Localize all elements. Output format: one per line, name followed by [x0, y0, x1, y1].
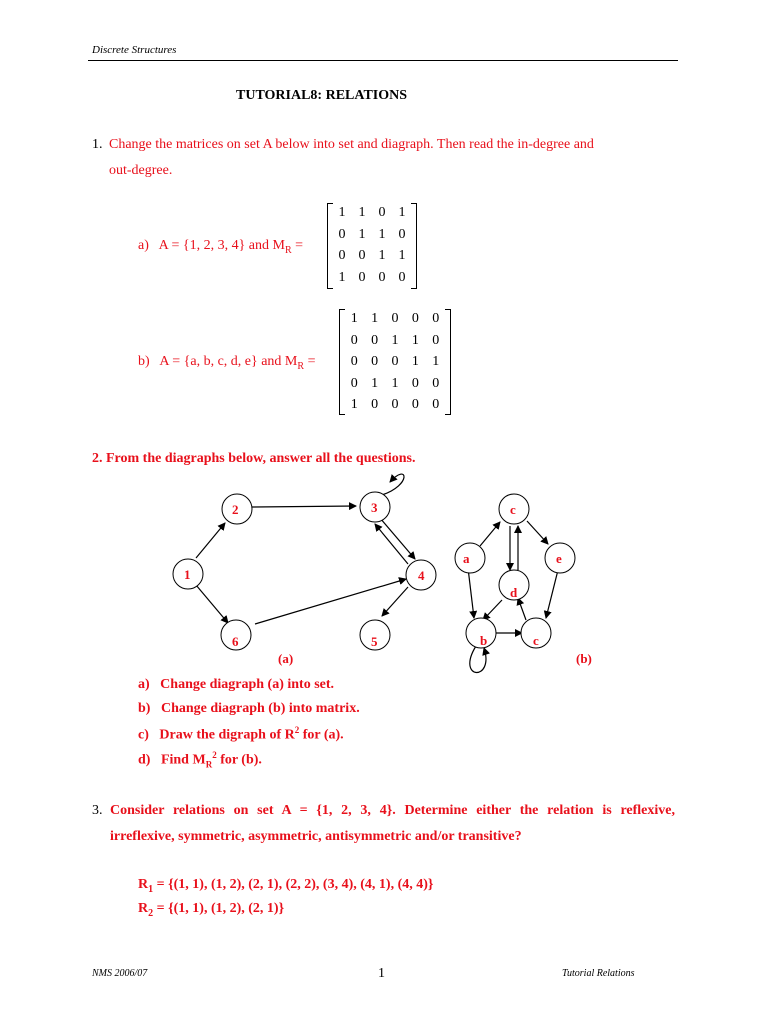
- matrix-b-cell: 0: [350, 354, 358, 369]
- label-d: d: [510, 585, 518, 600]
- q1a-eq: =: [291, 238, 304, 253]
- q1b-set-text: A = {a, b, c, d, e} and M: [159, 354, 298, 369]
- q3-number: 3.: [92, 803, 103, 818]
- r1-sub: 1: [148, 883, 154, 895]
- q1a-label: [138, 238, 303, 256]
- q2-item-d: [138, 750, 262, 769]
- matrix-b-cell: 0: [432, 332, 440, 348]
- edge-c2-d: [518, 598, 526, 620]
- matrix-a-cell: 0: [398, 269, 406, 285]
- q2-item-c: [138, 725, 344, 744]
- q2-item-d-text: Find M: [160, 752, 206, 768]
- matrix-b-cell: 0: [350, 332, 358, 348]
- edge-4-5: [382, 587, 408, 616]
- matrix-b-cell: 0: [411, 397, 419, 412]
- label-c-bottom: c: [533, 633, 539, 648]
- matrix-b-cell: 1: [371, 311, 379, 326]
- matrix-b-cell: 0: [411, 375, 419, 391]
- matrix-b-cell: 0: [432, 397, 440, 412]
- matrix-b-cell: 0: [371, 332, 379, 348]
- matrix-a-cell: 0: [338, 248, 346, 263]
- matrix-a-cell: 0: [358, 269, 366, 285]
- caption-a: (a): [278, 651, 294, 666]
- matrix-b-cell: 0: [371, 354, 379, 369]
- matrix-b-cell: 1: [350, 311, 358, 326]
- matrix-a-cell: 0: [338, 226, 346, 242]
- edge-1-2: [196, 523, 225, 558]
- r2-sub: 2: [148, 907, 154, 919]
- matrix-a-cell: 1: [338, 269, 346, 285]
- q2-item-d-label: d): [138, 752, 151, 768]
- q1a-label-letter: a): [138, 238, 149, 253]
- q1b-eq: =: [304, 354, 316, 369]
- q2-item-c-label: c): [138, 727, 149, 743]
- running-header: Discrete Structures: [92, 44, 177, 56]
- label-5: 5: [371, 634, 378, 649]
- matrix-a-cell: 1: [358, 205, 366, 220]
- matrix-a-cell: 1: [338, 205, 346, 220]
- edge-a-b: [468, 568, 474, 618]
- q2-item-b: [138, 701, 360, 717]
- matrix-a-cell: 0: [398, 226, 406, 242]
- q2-heading: 2. From the diagraphs below, answer all the questions.: [92, 451, 416, 466]
- header-rule: [88, 60, 678, 61]
- label-c-top: c: [510, 502, 516, 517]
- matrix-b-row: [340, 311, 450, 327]
- loop-b: [470, 646, 486, 673]
- label-a: a: [463, 551, 470, 566]
- matrix-a-cell: 0: [378, 269, 386, 285]
- matrix-a-row: [328, 248, 416, 264]
- q1b-label-letter: b): [138, 354, 150, 369]
- q2-item-a-text: Change diagraph (a) into set.: [160, 677, 335, 692]
- matrix-b: [339, 309, 451, 415]
- matrix-a-cell: 0: [358, 248, 366, 263]
- label-6: 6: [232, 634, 239, 649]
- node-a: [455, 543, 485, 573]
- r2-set: = {(1, 1), (1, 2), (2, 1)}: [153, 901, 285, 916]
- matrix-b-row: [340, 333, 450, 349]
- matrix-b-cell: 1: [371, 375, 379, 391]
- edge-4-3: [375, 524, 408, 564]
- label-3: 3: [371, 500, 378, 515]
- label-e: e: [556, 551, 562, 566]
- edge-a-c: [480, 522, 500, 546]
- matrix-b-cell: 1: [411, 332, 419, 348]
- q2-item-d-sup: 2: [212, 750, 217, 760]
- q3-text-line1: Consider relations on set A = {1, 2, 3, 4}. Determine either the relation is reflexive,: [110, 803, 675, 818]
- matrix-a-cell: 1: [358, 226, 366, 242]
- relation-r2: [138, 901, 284, 919]
- matrix-a-row: [328, 227, 416, 243]
- q2-item-d-sub: R: [205, 759, 213, 770]
- edge-6-4: [255, 579, 406, 624]
- matrix-b-cell: 0: [411, 311, 419, 326]
- q2-item-d-post: for (b).: [216, 752, 262, 768]
- matrix-b-cell: 0: [350, 375, 358, 391]
- q3-text-line2: irreflexive, symmetric, asymmetric, antisymmetric and/or transitive?: [110, 829, 522, 844]
- edge-1-6: [196, 585, 228, 623]
- matrix-a-cell: 1: [398, 248, 406, 263]
- matrix-a-cell: 1: [398, 205, 406, 220]
- footer-right: Tutorial Relations: [562, 968, 635, 979]
- matrix-a-cell: 1: [378, 248, 386, 263]
- q2-item-b-label: b): [138, 701, 151, 716]
- matrix-b-cell: 0: [391, 311, 399, 326]
- edge-d-b: [483, 600, 502, 620]
- q2-item-c-text: Draw the digraph of R: [159, 727, 295, 743]
- q1-text-line2: out-degree.: [109, 163, 173, 178]
- q2-item-c-post: for (a).: [299, 727, 344, 743]
- page-title: TUTORIAL8: RELATIONS: [236, 88, 408, 103]
- matrix-b-cell: 0: [391, 354, 399, 369]
- matrix-b-cell: 1: [432, 354, 440, 369]
- loop-3: [382, 474, 404, 495]
- q1-number: 1.: [92, 137, 103, 152]
- matrix-b-row: [340, 376, 450, 392]
- caption-b: (b): [576, 651, 592, 666]
- q1a-set-text: A = {1, 2, 3, 4} and M: [158, 238, 285, 253]
- q2-item-a-label: a): [138, 677, 150, 692]
- label-2: 2: [232, 502, 239, 517]
- matrix-a: [327, 203, 417, 289]
- matrix-a-row: [328, 205, 416, 221]
- edge-2-3: [252, 506, 356, 507]
- matrix-a-cell: 0: [378, 205, 386, 220]
- matrix-a-cell: 1: [378, 226, 386, 242]
- relation-r1: [138, 877, 433, 895]
- matrix-b-cell: 0: [432, 311, 440, 326]
- matrix-b-cell: 1: [350, 397, 358, 412]
- matrix-b-cell: 0: [391, 397, 399, 412]
- edge-c-e: [527, 521, 548, 544]
- q1b-label: [138, 354, 315, 372]
- matrix-b-cell: 0: [371, 397, 379, 412]
- digraphs-figure: [150, 470, 610, 680]
- q2-item-b-text: Change diagraph (b) into matrix.: [160, 701, 360, 716]
- matrix-b-cell: 1: [411, 354, 419, 369]
- label-1: 1: [184, 567, 191, 582]
- matrix-b-row: [340, 397, 450, 413]
- page-number: 1: [378, 966, 385, 981]
- matrix-b-cell: 1: [391, 375, 399, 391]
- r2-name: R: [138, 901, 149, 916]
- q1b-sub: R: [297, 360, 305, 372]
- matrix-b-cell: 0: [432, 375, 440, 391]
- edge-3-4: [380, 518, 415, 559]
- matrix-b-cell: 1: [391, 332, 399, 348]
- q1-text-line1: Change the matrices on set A below into set and diagraph. Then read the in-degree and: [109, 137, 594, 152]
- q2-item-a: [138, 677, 334, 693]
- matrix-b-row: [340, 354, 450, 370]
- r1-set: = {(1, 1), (1, 2), (2, 1), (2, 2), (3, 4), (4, 1), (4, 4)}: [153, 877, 434, 892]
- q1a-sub: R: [284, 244, 292, 256]
- label-b: b: [480, 633, 488, 648]
- label-4: 4: [418, 568, 425, 583]
- q2-item-c-sup: 2: [294, 725, 300, 735]
- matrix-a-row: [328, 270, 416, 286]
- r1-name: R: [138, 877, 149, 892]
- edge-e-c2: [546, 570, 558, 618]
- footer-left: NMS 2006/07: [92, 968, 148, 979]
